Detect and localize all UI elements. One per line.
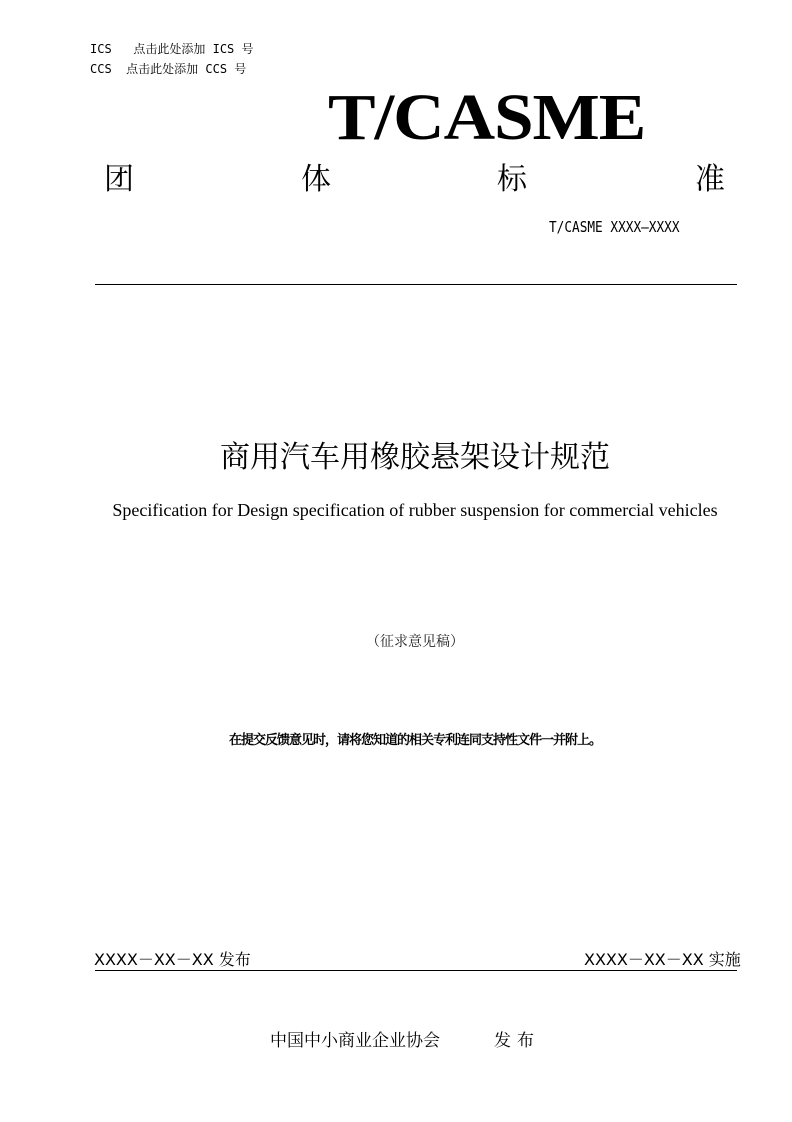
issue-date: XXXX－XX－XX 发布 [94, 950, 251, 969]
ccs-line [90, 60, 246, 77]
ics-label: ICS [90, 42, 112, 56]
patent-notice: 在提交反馈意见时，请将您知道的相关专利连同支持性文件一并附上。 [228, 733, 601, 748]
publisher-organization: 中国中小商业企业协会 [270, 1031, 440, 1051]
standard-type-char: 体 [301, 162, 331, 197]
draft-status: （征求意见稿） [366, 634, 464, 650]
document-title: 商用汽车用橡胶悬架设计规范 [220, 440, 610, 475]
bottom-divider [95, 970, 737, 971]
document-subtitle: Specification for Design specification of rubber suspension for commercial vehicles [112, 500, 718, 520]
standard-code: T/CASME XXXX—XXXX [549, 218, 680, 236]
ics-line [90, 40, 254, 57]
ics-placeholder[interactable]: 点击此处添加 ICS 号 [133, 42, 254, 56]
top-divider [95, 284, 737, 285]
publish-label: 发布 [494, 1031, 540, 1051]
standard-type-char: 准 [695, 162, 725, 197]
standard-logo: T/CASME [328, 81, 646, 154]
ccs-placeholder[interactable]: 点击此处添加 CCS 号 [126, 62, 247, 76]
standard-type-char: 团 [104, 162, 134, 197]
effective-date: XXXX－XX－XX 实施 [584, 950, 741, 969]
standard-type-char: 标 [497, 162, 527, 197]
ccs-label: CCS [90, 62, 112, 76]
